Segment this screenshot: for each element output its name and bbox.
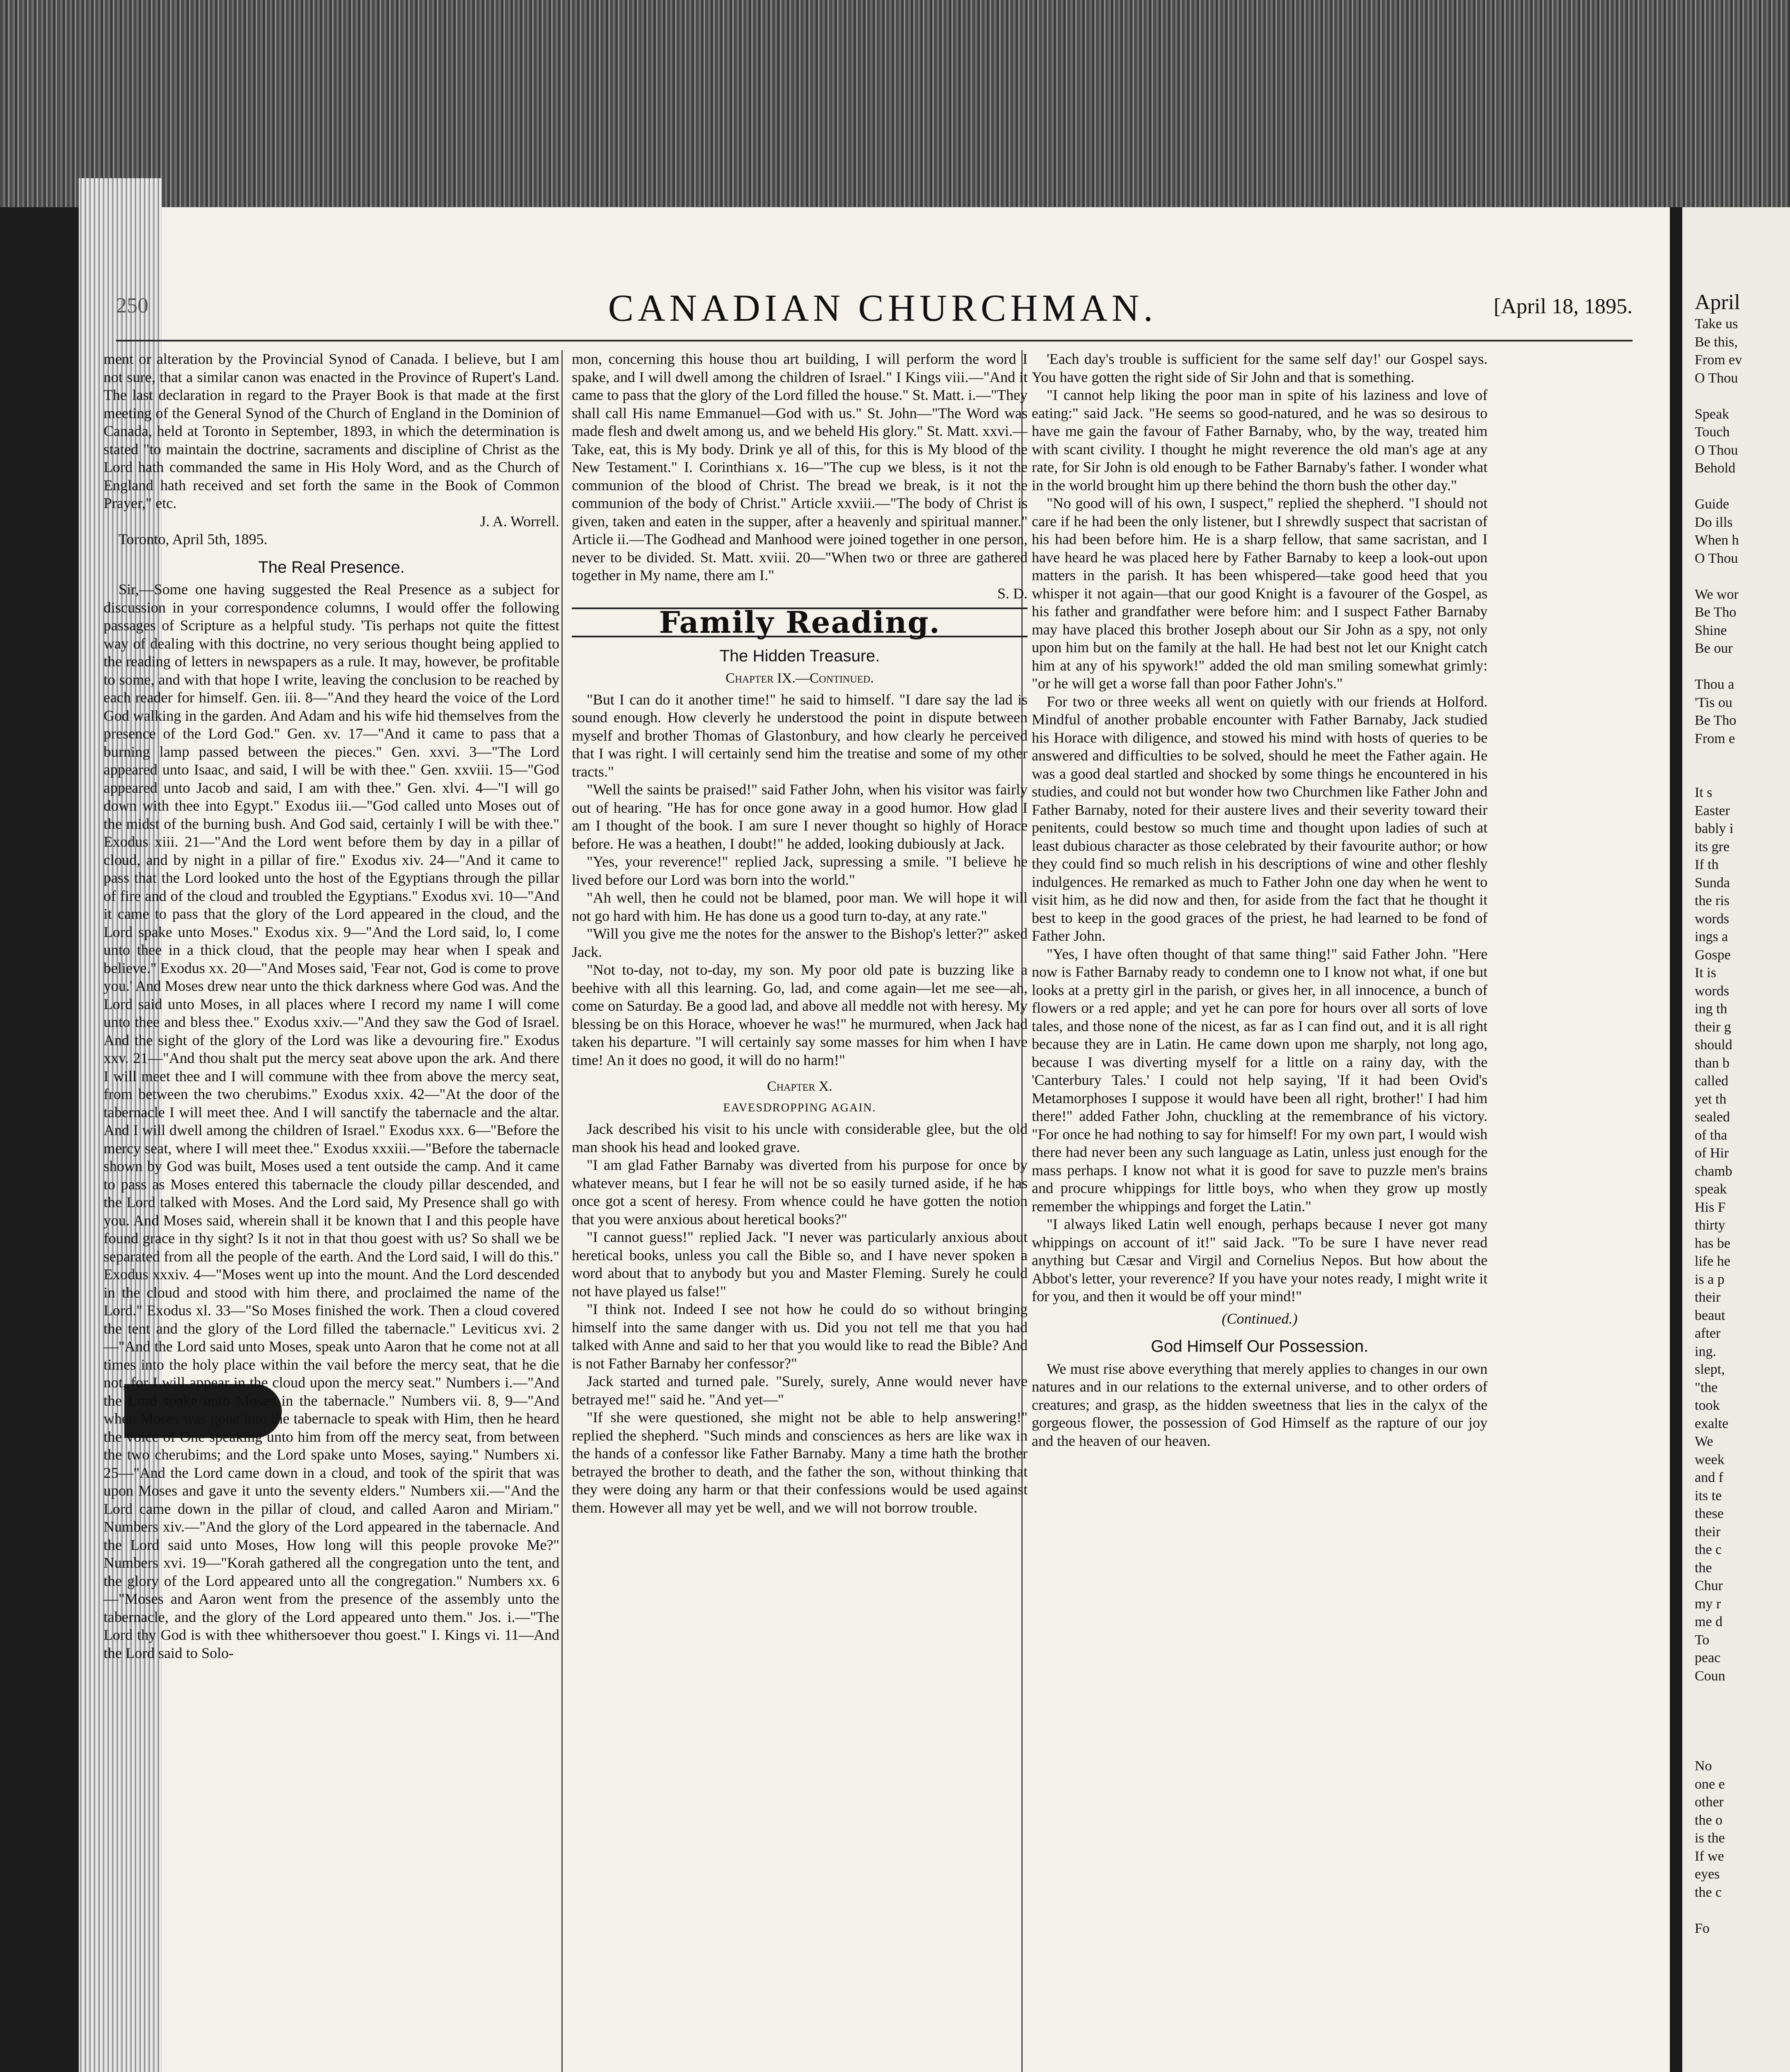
- story-paragraph: Jack described his visit to his uncle with considerable glee, but the old man shook his head and looked grave.: [572, 1121, 1028, 1155]
- facing-page-line: words: [1695, 911, 1730, 927]
- facing-page-line: and f: [1695, 1470, 1723, 1485]
- facing-page-line: [1695, 567, 1790, 586]
- story-paragraph: For two or three weeks all went on quietly with our friends at Holford. Mindful of another probable encounter with Father Barnaby, Jack studied his Horace with diligence, and stowed his mind with hosts of queries to be answered and difficulties to be solved, should he meet the Father again. He was a good deal startled and shocked by some things he encountered in his studies, and could not but wonder how two Churchmen like Father John and Father Barnaby, noted for their austere lives and their severity toward their penitents, could bestow so much time and thought upon ladies of such at least dubious character as those celebrated by their favourite author; or how they could find so much relish in his descriptions of wine and other fleshly indulgences. He remarked as much to Father John one day when he went to visit him, as he did now and then, for aside from the fact that he thought it best to keep in the good graces of the priest, he had learned to be fond of Father John.: [1032, 693, 1488, 944]
- real-presence-continued: mon, concerning this house thou art building, I will perform the word I spake, and I will dwell among the children of Israel." I Kings viii.—"And it came to pass that the glory of the Lord filled the house." St. Matt. i.—"They shall call His name Emmanuel—God with us." St. John—"The Word was made flesh and dwelt among us, and we beheld His glory." St. Matt. xxvi.—Take, eat, this is My body. Drink ye all of this, for this is My blood of the New Testament." I. Corinthians x. 16—"The cup we bless, is it not the communion of the blood of Christ. The bread we break, is it not the communion of the body of Christ." Article xxviii.—"The body of Christ is given, taken and eaten in the supper, after a heavenly and spiritual manner." Article ii.—The Godhead and Manhood were joined together in one person, never to be divided. St. Matt. xviii. 20—"When two or three are gathered together in My name, there am I.": [572, 351, 1028, 583]
- facing-page-line: [1695, 1739, 1790, 1757]
- story-paragraph: "No good will of his own, I suspect," replied the shepherd. "I should not care if he had been the only listener, but I shrewdly suspect that sacristan of his had been before him. He is a sharp fellow, that same sacristan, and I have heard he was placed here by Father Barnaby to keep a look-out upon matters in the parish. It has been whispered—take good heed that you whisper it not again—that our good Knight is a favourer of the Gospel, as his father and grandfather were before him: and I suspect Father Barnaby may have placed this brother Joseph about our Sir John as a spy, not only upon him but on the family at the hall. He had best not let our Knight catch him at any of his spywork!" added the old man smiling somewhat grimly: "or he will get a worse fall than poor Father John's.": [1032, 495, 1488, 692]
- letter-place-date: Toronto, April 5th, 1895.: [119, 531, 268, 547]
- facing-page-line: His F: [1695, 1199, 1726, 1215]
- story-paragraph: "Ah well, then he could not be blamed, poor man. We will hope it will not go hard with him. He has done us a good turn to-day, at any rate.": [572, 889, 1028, 924]
- facing-page-line: thirty: [1695, 1218, 1725, 1233]
- facing-page-line: Take us: [1695, 316, 1738, 332]
- facing-page-line: O Thou: [1695, 442, 1738, 458]
- facing-page-line: [1695, 1901, 1790, 1920]
- facing-page-line: beaut: [1695, 1307, 1725, 1323]
- facing-page-line: It is: [1695, 965, 1716, 980]
- newspaper-title: CANADIAN CHURCHMAN.: [608, 287, 1157, 329]
- facing-page-line: No: [1695, 1758, 1712, 1774]
- facing-page-line: When h: [1695, 533, 1739, 548]
- facing-page-line: Fo: [1695, 1920, 1710, 1936]
- story-paragraph: "I cannot help liking the poor man in spite of his laziness and love of eating:" said Jack. "He seems so good-natured, and he was so desirous to have me gain the favour of Father Barnaby, who, by the way, treated him with scant civility. I thought he might reverence the old man's age at any rate, for Sir John is old enough to be Father Barnaby's father. I wonder what in the world brought him up there behind the thorn bush the other day.": [1032, 387, 1488, 494]
- facing-page-line: the c: [1695, 1542, 1722, 1557]
- facing-page-line: their g: [1695, 1019, 1731, 1035]
- facing-page-line: 'Tis ou: [1695, 695, 1732, 710]
- facing-page-fragment: [1682, 207, 1790, 2072]
- facing-page-line: Do ills: [1695, 514, 1733, 530]
- story-paragraph: "Well the saints be praised!" said Father John, when his visitor was fairly out of hearing. "He has for once gone away in a good humor. How glad I am I thought of the book. I am sure I never thought so highly of Horace before. He was a heathen, I doubt!" he added, looking dubiously at Jack.: [572, 781, 1028, 852]
- facing-page-line: slept,: [1695, 1362, 1725, 1377]
- facing-page-line: [1695, 658, 1790, 676]
- facing-page-line: week: [1695, 1452, 1725, 1467]
- masthead-rule: [116, 340, 1633, 341]
- facing-page-line: after: [1695, 1326, 1721, 1341]
- facing-page-line: of tha: [1695, 1127, 1727, 1143]
- story-paragraph: "Yes, I have often thought of that same thing!" said Father John. "Here now is Father Barnaby ready to condemn one to I know not what, if one but looks at a pretty girl in the parish, or gives her, in all innocence, a bunch of flowers or a red apple; and yet he can pore for hours over all sorts of love tales, and those none of the nicest, as far as I can find out, and it is all right because they are in Latin. He came down upon me sharply, not long ago, because I was diverting myself for a little on a rainy day, with the 'Canterbury Tales.' I could not help saying, 'If it had been Ovid's Metamorphoses I suppose it would have been all right, brother!' I had him there!" added Father John, chuckling at the remembrance of his victory. "For once he had nothing to say for himself! For my own part, I would wish there had never been any such language as Latin, unless just enough for the mass perhaps. I know not what it is good for save to puzzle men's brains and procure whippings for little boys, who when they grow up mostly remember the whippings and forget the Latin.": [1032, 945, 1488, 1215]
- facing-page-line: Easter: [1695, 803, 1730, 818]
- story-paragraph: "But I can do it another time!" he said to himself. "I dare say the lad is sound enough. How cleverly he understood the point in dispute between myself and brother Thomas of Glastonbury, and how clearly he perceived that I was right. I will certainly send him the treatise and some of my other tracts.": [572, 691, 1028, 780]
- facing-page-line: [1695, 1721, 1790, 1739]
- facing-page-line: [1695, 1685, 1790, 1703]
- facing-page-line: ings a: [1695, 929, 1728, 944]
- facing-page-line: eyes: [1695, 1866, 1720, 1882]
- facing-page-line: the ris: [1695, 893, 1730, 908]
- facing-page-line: If we: [1695, 1848, 1724, 1864]
- facing-page-line: [1695, 748, 1790, 766]
- facing-page-line: their: [1695, 1290, 1721, 1305]
- facing-page-line: took: [1695, 1398, 1720, 1413]
- story-paragraph: "Yes, your reverence!" replied Jack, supressing a smile. "I believe he lived before our Lord was born into the world.": [572, 853, 1028, 888]
- facing-page-line: To: [1695, 1632, 1710, 1648]
- family-reading-banner: Family Reading.: [572, 608, 1028, 637]
- facing-page-line: [1695, 766, 1790, 784]
- section-title-god-himself: God Himself Our Possession.: [1151, 1337, 1369, 1356]
- letter-ending: ment or alteration by the Provincial Synod of Canada. I believe, but I am not sure, that a similar canon was enacted in the Province of Rupert's Land. The last declaration in regard to the Prayer Book is that made at the first meeting of the General Synod of the Church of England in the Dominion of Canada, held at Toronto in September, 1893, in which the determination is stated "to maintain the doctrine, sacraments and discipline of Christ as the Lord hath commanded the same in His Holy Word, and as the Church of England hath received and set forth the same in the Book of Common Prayer," etc.: [104, 351, 559, 511]
- facing-page-line: Be Tho: [1695, 605, 1737, 620]
- facing-page-line: bably i: [1695, 821, 1734, 836]
- facing-page-line: called: [1695, 1073, 1729, 1089]
- column-2: [572, 350, 1028, 1517]
- page-number: 250: [116, 294, 148, 317]
- masthead: [116, 286, 1649, 336]
- book-gutter: [1670, 207, 1682, 2072]
- scan-background-top: [0, 0, 1790, 207]
- facing-page-line: Touch: [1695, 424, 1730, 440]
- facing-page-line: Thou a: [1695, 677, 1734, 692]
- facing-page-line: its te: [1695, 1488, 1722, 1503]
- facing-page-line: [1695, 477, 1790, 496]
- facing-page-line: these: [1695, 1506, 1724, 1521]
- facing-page-line: Guide: [1695, 496, 1730, 512]
- story-paragraph: 'Each day's trouble is sufficient for the same self day!' our Gospel says. You have gotten the right side of Sir John and that is something.: [1032, 351, 1488, 385]
- column-3: [1032, 350, 1488, 1450]
- issue-date: [April 18, 1895.: [1493, 295, 1633, 318]
- story-paragraph: "If she were questioned, she might not be able to help answering!" replied the shepherd. "Such minds and consciences as hers are like wax in the hands of a confessor like Father Barnaby. Many a time hath the brother betrayed the brother to death, and the father the son, without thinking that they were doing any harm or that their confessions would be used against them. However all may yet be well, and we will not borrow trouble.: [572, 1409, 1028, 1516]
- facing-page-line: O Thou: [1695, 370, 1738, 386]
- facing-page-line: We: [1695, 1434, 1713, 1449]
- facing-page-line: other: [1695, 1794, 1724, 1810]
- chapter-ix-heading: Chapter IX.—Continued.: [725, 670, 874, 686]
- facing-page-line: Sunda: [1695, 875, 1730, 891]
- facing-page-line: has be: [1695, 1235, 1730, 1251]
- story-paragraph: "I am glad Father Barnaby was diverted from his purpose for once by whatever means, but I fear he will not be so easily turned aside, if he has once got a scent of heresy. From whence could he have gotten the notion that you were anxious about heretical books?": [572, 1157, 1028, 1227]
- facing-page-line: We wor: [1695, 586, 1739, 602]
- facing-page-line: their: [1695, 1524, 1721, 1539]
- facing-page-line: Coun: [1695, 1668, 1725, 1684]
- real-presence-letter: Sir,—Some one having suggested the Real Presence as a subject for discussion in your correspondence columns, I would offer the following passages of Scripture as a helpful study. 'Tis perhaps not quite the fittest way of dealing with this doctrine, no very serious thought being applied to the reading of letters in newspapers as a rule. It may, however, be profitable to some, and with that hope I write, leaving the conclusion to be reached by each reader for himself. Gen. iii. 8—"And they heard the voice of the Lord God walking in the garden. And Adam and his wife hid themselves from the presence of the Lord God." Gen. xv. 17—"And it came to pass that a burning lamp passed between the pieces." Gen. xxvi. 3—"The Lord appeared unto Isaac, and said, I will be with thee." Gen. xxviii. 15—"God appeared unto Jacob and said, I am with thee." Gen. xlvi. 4—"I will go down with thee into Egypt." Exodus iii.—"God called unto Moses out of the midst of the burning bush. And God said, certainly I will be with thee." Exodus xiii. 21—"And the Lord went before them by day in a pillar of cloud, and by night in a pillar of fire." Exodus xiv. 24—"And it came to pass that the Lord looked unto the host of the Egyptians through the pillar of fire and of the cloud and troubled the Egyptians." Exodus xvi. 10—"And it came to pass that the glory of the Lord appeared in the cloud, and the Lord spake unto Moses." Exodus xix. 9—"And the Lord said, lo, I come unto thee in a thick cloud, that the people may hear when I speak and believe." Exodus xx. 20—"And Moses said, 'Fear not, God is come to prove you.' And Moses drew near unto the thick darkness where God was. And the Lord said unto Moses, in all places where I record my name I will come unto thee and bless thee." Exodus xxiv.—"And they saw the God of Israel. And the sight of the glory of the Lord was like a devouring fire." Exodus xxv. 21—"And thou shalt put the mercy seat above upon the ark. And there I will meet thee and I will commune with thee from above the mercy seat, from between the two cherubims." Exodus xxix. 42—"At the door of the tabernacle I will meet thee. And I will sanctify the tabernacle and the altar. And I will dwell among the children of Israel." Exodus xxx. 6—"Before the mercy seat, where I will meet thee." Exodus xxxiii.—"Before the tabernacle shown by God was built, Moses used a tent outside the camp. And it came to pass as Moses entered this tabernacle the cloudy pillar descended, and the Lord talked with Moses. And the Lord said, My Presence shall go with you. And Moses said, wherein shall it be known that I and this people have found grace in thy sight? Is it not in that thou goest with us? So shall we be separated from all the people of the earth. And the Lord said, I will do this." Exodus xxxiv. 4—"Moses went up into the mount. And the Lord descended in the cloud and stood with him there, and proclaimed the name of the Lord." Exodus xl. 33—"So Moses finished the work. Then a cloud covered the tent and the glory of the Lord filled the tabernacle." Leviticus xvi. 2—"And the Lord said unto Moses, speak unto Aaron that he come not at all times into the holy place within the vail before the mercy seat, that he die not, for I will appear in the cloud upon the mercy seat." Numbers i.—"And the Lord spake unto Moses in the tabernacle." Numbers vii. 8, 9—"And when Moses was gone into the tabernacle to speak with Him, then he heard the voice of One speaking unto him from off the mercy seat, from between the two cherubims; and the Lord spake unto Moses, saying." Numbers xi. 25—"And the Lord came down in a cloud, and took of the spirit that was upon Moses and gave it unto the seventy elders." Numbers xii.—"And the Lord came down in the pillar of cloud, and called Aaron and Miriam." Numbers xiv.—"And the glory of the Lord appeared in the tabernacle. And the Lord said unto Moses, How long will this people provoke Me?" Numbers xvi. 19—"Korah gathered all the congregation unto the tent, and the glory of the Lord appeared unto all the congregation." Numbers xx. 6—"Moses and Aaron went from the presence of the assembly unto the tabernacle, and the glory of the Lord appeared unto them." Jos. i.—"The Lord thy God is with thee whithersoever thou goest." I. Kings vi. 11—And the Lord said to Solo-: [104, 581, 559, 1661]
- column-divider: [561, 350, 563, 2072]
- chapter-x-text: [572, 1120, 1028, 1517]
- facing-page-line: O Thou: [1695, 550, 1738, 566]
- story-paragraph: "I cannot guess!" replied Jack. "I never was particularly anxious about heretical books, unless you call the Bible so, and I have never spoken a word about that to anybody but you and Master Fleming. Surely he could not have played us false!": [572, 1229, 1028, 1300]
- facing-page-line: is a p: [1695, 1271, 1725, 1287]
- facing-page-line: Speak: [1695, 406, 1730, 422]
- facing-page-line: sealed: [1695, 1109, 1730, 1125]
- facing-page-header: April: [1695, 290, 1740, 314]
- facing-page-line: the: [1695, 1560, 1712, 1576]
- real-presence-signature: S. D.: [997, 585, 1028, 602]
- facing-page-line: than b: [1695, 1055, 1730, 1071]
- facing-page-line: life he: [1695, 1254, 1730, 1269]
- story-paragraph: Jack started and turned pale. "Surely, surely, Anne would never have betrayed me!" said he. "And yet—": [572, 1373, 1028, 1408]
- facing-page-line: From ev: [1695, 352, 1742, 368]
- facing-page-line: Gospe: [1695, 947, 1731, 963]
- facing-page-line: peac: [1695, 1650, 1721, 1665]
- facing-page-line: It s: [1695, 785, 1713, 800]
- facing-page-line: Behold: [1695, 460, 1736, 476]
- god-himself-text: We must rise above everything that merely applies to changes in our own natures and in our relations to the external universe, and to other orders of creatures; and grasp, as the hidden sweetness that lies in the calyx of the gorgeous flower, the possession of God Himself as the rapture of our joy and the heaven of our heaven.: [1032, 1360, 1488, 1449]
- facing-page-line: one e: [1695, 1776, 1725, 1792]
- facing-page-line: Be our: [1695, 641, 1733, 656]
- facing-page-line: its gre: [1695, 839, 1730, 854]
- section-title-real-presence: The Real Presence.: [258, 558, 405, 576]
- facing-page-line: exalte: [1695, 1416, 1729, 1431]
- facing-page-line: words: [1695, 983, 1730, 999]
- facing-page-line: yet th: [1695, 1091, 1727, 1107]
- scan-background-left: [0, 207, 79, 2072]
- story-paragraph: "I think not. Indeed I see not how he could do so without bringing himself into the same danger with us. Did you not tell me that you had talked with Anne and said to her that you would like to read the Bible? And is not Father Barnaby her confessor?": [572, 1301, 1028, 1372]
- facing-page-line: the o: [1695, 1812, 1723, 1828]
- facing-page-line: "the: [1695, 1380, 1718, 1395]
- facing-page-line: Be this,: [1695, 334, 1738, 350]
- facing-page-line: [1695, 387, 1790, 405]
- facing-page-line: my r: [1695, 1596, 1721, 1612]
- facing-page-line: [1695, 1703, 1790, 1721]
- chapter-x-heading: Chapter X.: [767, 1079, 832, 1094]
- facing-page-line: From e: [1695, 731, 1735, 746]
- chapter-ix-text: [572, 691, 1028, 1070]
- story-paragraph: "Not to-day, not to-day, my son. My poor old pate is buzzing like a beehive with all this learning. Go, lad, and come again—let me see—ah, come on Saturday. Be a good lad, and above all meddle not with heresy. My blessing be on this Horace, whoever he was!" he murmured, when Jack had taken his departure. "I will certainly say some masses for him when I have time! An it does no good, it will do no harm!": [572, 961, 1028, 1068]
- story-title: The Hidden Treasure.: [719, 646, 880, 665]
- column-1: [104, 350, 559, 1662]
- story-paragraph: "Will you give me the notes for the answer to the Bishop's letter?" asked Jack.: [572, 925, 1028, 960]
- story-continuation: [1032, 350, 1488, 1306]
- facing-page-line: ing.: [1695, 1343, 1716, 1359]
- facing-page-line: Shine: [1695, 622, 1727, 638]
- chapter-x-subtitle: EAVESDROPPING AGAIN.: [723, 1101, 876, 1114]
- facing-page-line: me d: [1695, 1614, 1723, 1629]
- facing-page-line: Be Tho: [1695, 713, 1737, 728]
- facing-page-line: chamb: [1695, 1163, 1732, 1179]
- facing-page-line: the c: [1695, 1884, 1722, 1900]
- facing-page-line: ing th: [1695, 1001, 1727, 1017]
- story-paragraph: "I always liked Latin well enough, perhaps because I never got many whippings on account of it!" said Jack. "To be sure I have never read anything but Cæsar and Virgil and Cornelius Nepos. But how about the Abbot's letter, your reverence? If you have your notes ready, I might write it for you, and then it would be off your mind!": [1032, 1216, 1488, 1305]
- continued-note: (Continued.): [1222, 1310, 1298, 1327]
- facing-page-line: If th: [1695, 857, 1719, 872]
- facing-page-line: should: [1695, 1037, 1732, 1053]
- facing-page-lines: [1695, 315, 1790, 1937]
- facing-page-line: speak: [1695, 1181, 1727, 1197]
- facing-page-line: Chur: [1695, 1578, 1723, 1593]
- letter-signature: J. A. Worrell.: [480, 513, 559, 530]
- facing-page-line: is the: [1695, 1830, 1725, 1846]
- facing-page-line: of Hir: [1695, 1145, 1729, 1161]
